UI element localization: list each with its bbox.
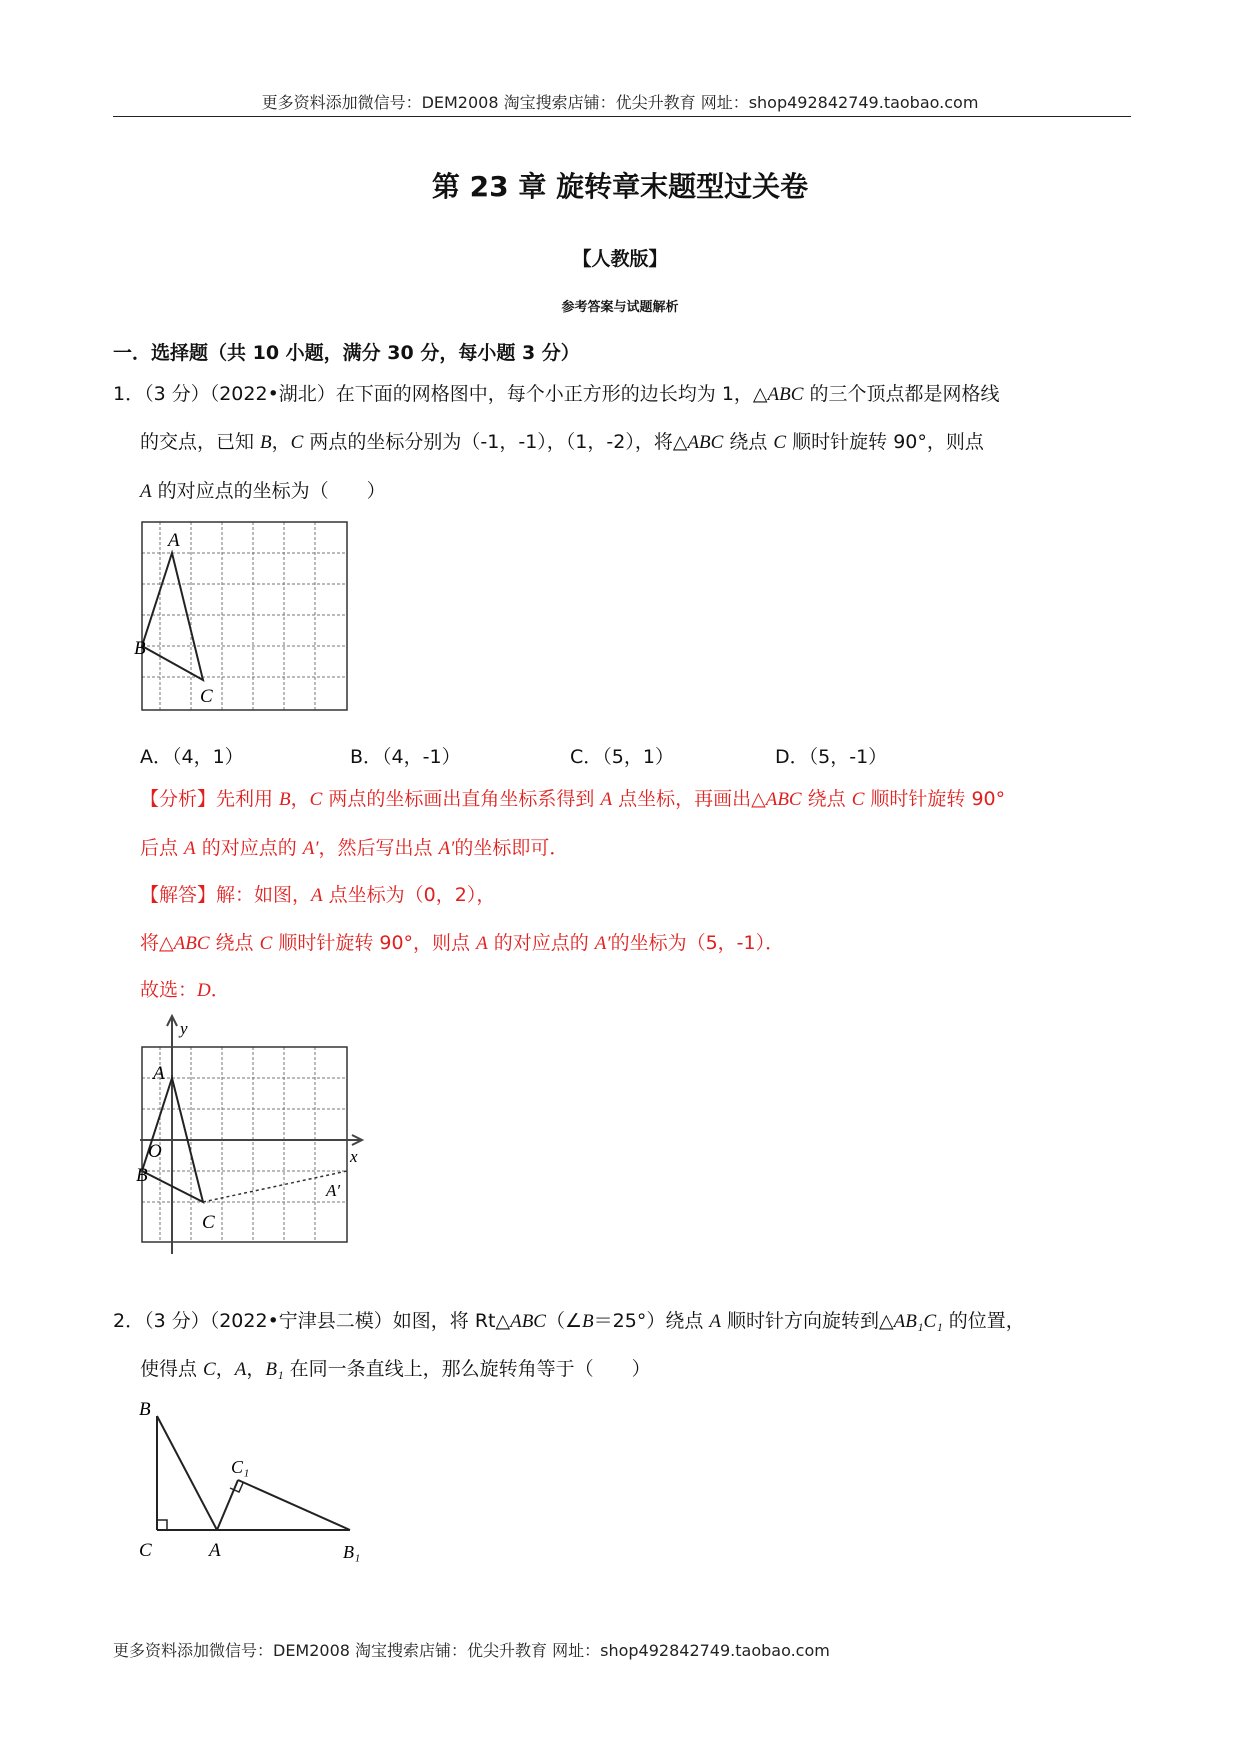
option-d: D．（5，-1） bbox=[775, 746, 888, 768]
q2-text: ， bbox=[246, 1358, 266, 1380]
analysis-text: 点坐标，再画出△ bbox=[612, 788, 766, 810]
label-c: C bbox=[139, 1540, 152, 1561]
solution-line1 bbox=[140, 886, 495, 905]
q1-text: 绕点 bbox=[723, 431, 774, 453]
q1-line2 bbox=[140, 433, 984, 452]
q1-var: C bbox=[773, 432, 787, 453]
side-ac1 bbox=[217, 1480, 238, 1530]
q1-var: C bbox=[290, 432, 304, 453]
solution-text: ． bbox=[210, 979, 230, 1001]
q2-var: A bbox=[709, 1311, 721, 1332]
side-c1b1 bbox=[238, 1480, 350, 1530]
q1-solution-figure bbox=[136, 1012, 380, 1257]
label-a: A bbox=[168, 530, 180, 551]
q1-text: 两点的坐标分别为（-1，-1），（1，-2），将△ bbox=[303, 431, 688, 453]
solution-text: 绕点 bbox=[209, 932, 260, 954]
solution-text: 的坐标为（5，-1）． bbox=[610, 932, 785, 954]
analysis-text: 两点的坐标画出直角坐标系得到 bbox=[322, 788, 601, 810]
analysis-line1 bbox=[140, 790, 1005, 809]
page-footer: 更多资料添加微信号：DEM2008 淘宝搜索店铺：优尖升教育 网址：shop492842749.taobao.com bbox=[113, 1641, 830, 1660]
triangle-abc bbox=[142, 553, 203, 680]
analysis-var: A′ bbox=[302, 838, 319, 859]
analysis-var: C bbox=[851, 789, 865, 810]
subtitle: 参考答案与试题解析 bbox=[561, 300, 679, 315]
analysis-text: 的坐标即可． bbox=[454, 837, 569, 859]
solution-text: 【解答】解：如图， bbox=[140, 884, 312, 906]
solution-text: 故选： bbox=[140, 979, 198, 1001]
q2-line1 bbox=[113, 1312, 1025, 1331]
analysis-text: 后点 bbox=[140, 837, 185, 859]
option-c: C．（5，1） bbox=[570, 746, 674, 768]
analysis-var: A bbox=[184, 838, 196, 859]
solution-text: 点坐标为（0，2）， bbox=[322, 884, 496, 906]
analysis-text: 【分析】先利用 bbox=[140, 788, 280, 810]
analysis-var: C bbox=[309, 789, 323, 810]
q2-rotation-figure bbox=[135, 1398, 415, 1568]
q2-var: ABC bbox=[510, 1311, 546, 1332]
q1-text: 的交点，已知 bbox=[140, 431, 261, 453]
label-o: O bbox=[148, 1141, 162, 1162]
label-y: y bbox=[180, 1019, 188, 1038]
right-angle-c-icon bbox=[157, 1520, 167, 1530]
analysis-var: B bbox=[279, 789, 291, 810]
label-a: A bbox=[209, 1540, 221, 1561]
q2-var: B₁ bbox=[265, 1359, 284, 1380]
analysis-text: 绕点 bbox=[801, 788, 852, 810]
q2-var: C bbox=[203, 1359, 216, 1380]
label-a-prime: A′ bbox=[326, 1181, 341, 1200]
q2-text: 使得点 bbox=[140, 1358, 204, 1380]
q2-text: ， bbox=[215, 1358, 235, 1380]
solution-var: A bbox=[476, 933, 488, 954]
q1-var: ABC bbox=[687, 432, 724, 453]
q1-text: 的三个顶点都是网格线 bbox=[803, 383, 1000, 405]
analysis-text: ， bbox=[290, 788, 310, 810]
q2-text: 在同一条直线上，那么旋转角等于（ ） bbox=[283, 1358, 651, 1380]
q1-line3 bbox=[140, 482, 386, 501]
label-b1: B₁ bbox=[343, 1542, 361, 1562]
chapter-title: 第 23 章 旋转章末题型过关卷 bbox=[431, 170, 809, 203]
q2-var: A bbox=[234, 1359, 247, 1380]
label-b: B bbox=[139, 1399, 151, 1420]
section-heading: 一．选择题（共 10 小题，满分 30 分，每小题 3 分） bbox=[113, 342, 580, 364]
solution-text: 顺时针旋转 90°，则点 bbox=[272, 932, 477, 954]
analysis-line2 bbox=[140, 839, 568, 858]
solution-var: C bbox=[259, 933, 273, 954]
label-b: B bbox=[134, 638, 146, 659]
label-c: C bbox=[200, 686, 213, 707]
side-ab bbox=[157, 1416, 217, 1530]
q2-text: （∠ bbox=[545, 1310, 583, 1332]
analysis-var: ABC bbox=[765, 789, 802, 810]
q1-var: B bbox=[260, 432, 272, 453]
analysis-text: 的对应点的 bbox=[195, 837, 303, 859]
q1-line1 bbox=[113, 385, 999, 404]
q2-var: B bbox=[582, 1311, 594, 1332]
q2-text: 2．（3 分）（2022•宁津县二模）如图，将 Rt△ bbox=[113, 1310, 511, 1332]
option-a: A．（4，1） bbox=[140, 746, 244, 768]
q1-var: A bbox=[140, 481, 152, 502]
label-c: C bbox=[202, 1212, 215, 1233]
page-header: 更多资料添加微信号：DEM2008 淘宝搜索店铺：优尖升教育 网址：shop492842749.taobao.com bbox=[261, 93, 979, 112]
label-x: x bbox=[350, 1147, 358, 1166]
q1-var: ABC bbox=[767, 384, 804, 405]
header-divider bbox=[113, 116, 1131, 117]
q1-text: 的对应点的坐标为（ ） bbox=[151, 480, 386, 502]
q1-text: 1．（3 分）（2022•湖北）在下面的网格图中，每个小正方形的边长均为 1，△ bbox=[113, 383, 768, 405]
q1-text: 顺时针旋转 90°，则点 bbox=[786, 431, 984, 453]
q2-var: AB₁C₁ bbox=[893, 1311, 943, 1332]
q1-text: ， bbox=[271, 431, 291, 453]
solution-line2 bbox=[140, 934, 784, 953]
q1-grid-figure bbox=[134, 520, 360, 715]
option-b: B．（4，-1） bbox=[350, 746, 461, 768]
solution-var: ABC bbox=[173, 933, 210, 954]
solution-text: 的对应点的 bbox=[487, 932, 595, 954]
q2-text: ＝25°）绕点 bbox=[593, 1310, 710, 1332]
analysis-text: 顺时针旋转 90° bbox=[864, 788, 1006, 810]
analysis-text: ，然后写出点 bbox=[318, 837, 439, 859]
solution-var: A′ bbox=[594, 933, 611, 954]
solution-var: D bbox=[197, 980, 211, 1001]
q2-line2 bbox=[140, 1360, 651, 1379]
label-a: A bbox=[153, 1063, 165, 1084]
solution-line3 bbox=[140, 981, 230, 1000]
label-c1: C₁ bbox=[231, 1457, 250, 1477]
analysis-var: A bbox=[600, 789, 613, 810]
solution-var: A bbox=[311, 885, 323, 906]
solution-text: 将△ bbox=[140, 932, 174, 954]
q2-text: 的位置， bbox=[942, 1310, 1025, 1332]
analysis-var: A′ bbox=[438, 838, 455, 859]
q2-text: 顺时针方向旋转到△ bbox=[720, 1310, 894, 1332]
edition-label: 【人教版】 bbox=[572, 248, 668, 270]
label-b: B bbox=[136, 1165, 148, 1186]
